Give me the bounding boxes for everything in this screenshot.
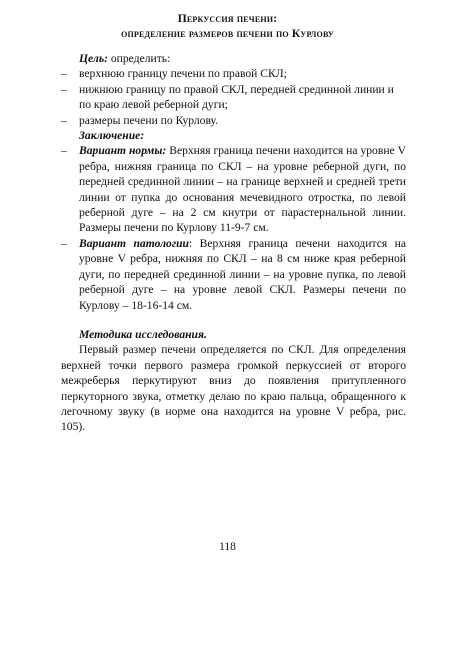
page-number: 118 <box>219 541 236 553</box>
method-heading: Методика исследования. <box>79 327 207 341</box>
method-paragraph: Первый размер печени определяется по СКЛ. Для определения верхней точки первого размера громкой перкуссией от второго межреберья перкутируют вниз до появления притупленного перкуторного звука, отметку делаю по краю пальца, обращенного к легочному звуку (в норме она находится на уровне V ребра, рис. 105). <box>61 343 406 434</box>
conclusion-label: Заключение: <box>79 129 145 143</box>
norm-variant-paragraph <box>61 143 406 235</box>
pathology-variant-text: : Верхняя граница печени находится на уровне V ребра, нижняя по СКЛ – на 8 см ниже края реберной дуги, по передней срединной линии – на уровне пупка, по левой реберной дуге – на уровне левой СКЛ. Размеры печени по Курлову – 18-16-14 см. <box>79 236 406 312</box>
goal-item-3: – размеры печени по Курлову. <box>61 113 406 128</box>
page-title-line-1: Перкуссия печени: <box>177 13 278 25</box>
pathology-variant-label: Вариант патологии <box>79 236 190 250</box>
goal-line <box>61 51 406 66</box>
goal-item-1: – верхнюю границу печени по правой СКЛ; <box>61 66 406 81</box>
goal-label: Цель: <box>79 52 108 65</box>
pathology-variant-paragraph <box>61 236 406 313</box>
page-title-line-2: определение размеров печени по Курлову <box>121 28 334 40</box>
goal-item-2: – нижнюю границу по правой СКЛ, передней срединной линии и по краю левой реберной дуги; <box>61 82 406 113</box>
spacer <box>61 313 406 327</box>
document-body <box>61 51 406 435</box>
norm-variant-text: Верхняя граница печени находится на уровне V ребра, нижняя граница по СКЛ – на уровне реберной дуги, по передней срединной линии – на границе верхней и средней трети линии от пупка до основания мечевидного отростка, по левой реберной дуге – на 2 см кнутри от парастернальной линии. Размеры печени по Курлову 11-9-7 см. <box>79 144 406 235</box>
norm-variant-label: Вариант нормы: <box>79 144 167 158</box>
goal-text: определить: <box>107 52 171 65</box>
